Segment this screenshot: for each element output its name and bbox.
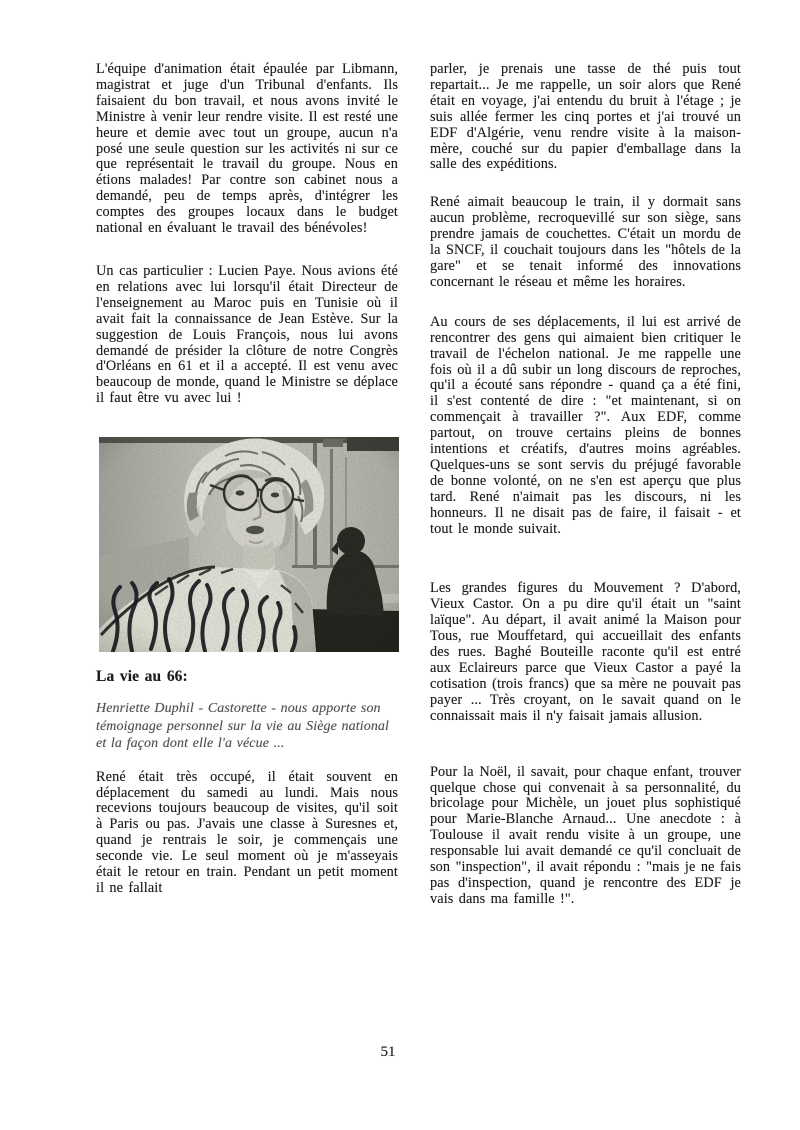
paragraph-right-3: Au cours de ses déplacements, il lui est arrivé de rencontrer des gens qui aimaient bien critiquer le travail de l'échelon national. Je me rappelle une fois où il a dû subir un long discours de reproches, qu'il a écouté sans répondre - quand ça a été fini, il s'est contenté de dire : "et maintenant, si on commençait à travailler ?". Aux EDF, comme partout, on trouve certains pleins de bonnes intentions et créatifs, d'autres moins agréables. Quelques-uns se sont servis du préjugé favorable de bonne volonté, on ne s'en est aperçu que plus tard. René n'aimait pas les discours, ni les honneurs. Il ne disait pas de faire, il faisait - et tout le monde suivait.: [430, 313, 741, 537]
section-heading: La vie au 66:: [96, 668, 188, 686]
paragraph-left-3: René était très occupé, il était souvent en déplacement du samedi au lundi. Mais nous recevions toujours beaucoup de visites, qu'il soit à Paris ou pas. J'avais une classe à Suresnes et, quand je rentrais le soir, je commençais une seconde vie. Le seul moment où je m'asseyais était le retour en train. Pendant un petit moment il ne fallait: [96, 768, 398, 896]
portrait-photo-image: [99, 437, 399, 652]
paragraph-left-2: Un cas particulier : Lucien Paye. Nous avions été en relations avec lui lorsqu'il était Directeur de l'enseignement au Maroc puis en Tunisie où il avait fait la connaissance de Jean Estève. Sur la suggestion de Louis François, nous lui avons demandé de présider la clôture de notre Congrès d'Orléans en 61 et il a accepté. Il est venu avec beaucoup de monde, quand le Ministre se déplace il faut être vu avec lui !: [96, 262, 398, 407]
paragraph-right-5: Pour la Noël, il savait, pour chaque enfant, trouver quelque chose qui convenait à sa personnalité, du bricolage pour Michèle, un jouet plus sophistiqué pour Marie-Blanche Arnaud... Une anecdote : à Toulouse il avait rendu visite à un groupe, une responsable lui avait demandé ce qu'il concluait de son "inspection", il avait répondu : "mais je ne fais pas d'inspection, quand je rencontre des EDF je vais dans ma famille !".: [430, 763, 741, 907]
photo-caption: Henriette Duphil - Castorette - nous apporte son témoignage personnel sur la vie au Siège national et la façon dont elle l'a vécue ...: [96, 701, 390, 752]
right-column: [430, 62, 741, 908]
paragraph-left-1: L'équipe d'animation était épaulée par Libmann, magistrat et juge d'un Tribunal d'enfants. Ils faisaient du bon travail, et nous avons invité le Ministre à venir leur rendre visite. Il est resté une heure et demie avec tout un groupe, aucun n'a posé une seule question sur les activités ni sur ce que représentait le travail du groupe. Nous en étions malades! Par contre son cabinet nous a demandé, peu de temps après, d'intégrer les comptes des groupes locaux dans le budget national en évaluant le travail des bénévoles!: [96, 61, 398, 237]
left-column: [96, 62, 398, 897]
portrait-photo: [99, 437, 399, 652]
paragraph-right-4: Les grandes figures du Mouvement ? D'abord, Vieux Castor. On a pu dire qu'il était un "saint laïque". Au départ, il avait animé la Maison pour Tous, rue Mouffetard, qui accueillait des enfants des rues. Baghé Bouteille raconte qu'il est entré aux Eclaireurs parce que Vieux Castor a payé la cotisation (trois francs) que sa mère ne pouvait pas payer ... Très croyant, on le savait quand on le connaissait mais il n'y faisait jamais allusion.: [430, 580, 741, 724]
paragraph-right-2: René aimait beaucoup le train, il y dormait sans aucun problème, recroquevillé sur son siège, sans prendre jamais de couchettes. C'était un mordu de la SNCF, il couchait toujours dans les "hôtels de la gare" et se tenait informé des innovations concernant le réseau et même les horaires.: [430, 194, 741, 290]
paragraph-right-1: parler, je prenais une tasse de thé puis tout repartait... Je me rappelle, un soir alors que René était en voyage, j'ai entendu du bruit à l'étage ; je suis allée fermer les cinq portes et j'ai trouvé un EDF d'Algérie, venu rendre visite à la maison-mère, couché sur du papier d'emballage dans la salle des expéditions.: [430, 61, 741, 173]
page-number: 51: [380, 1044, 396, 1060]
